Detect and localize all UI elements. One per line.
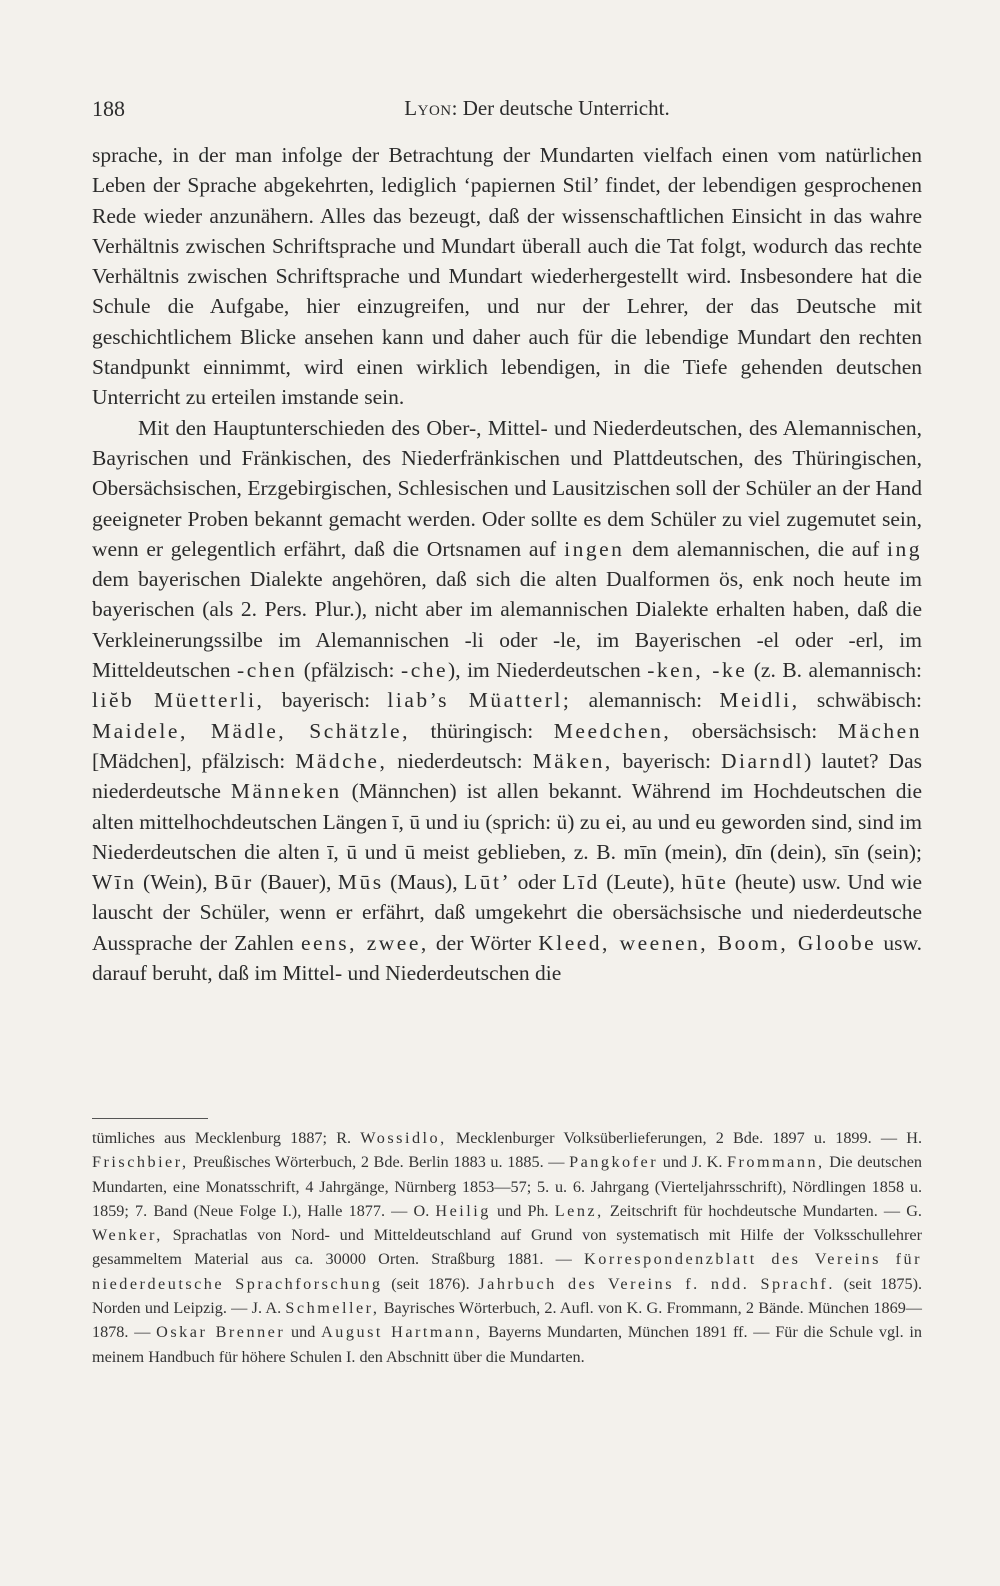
spaced-term: Diarndl xyxy=(720,748,805,773)
text-run: der Wörter xyxy=(428,930,539,955)
spaced-term: Mädche, xyxy=(295,748,388,773)
spaced-term: ingen xyxy=(564,536,625,561)
spaced-term: Frischbier, xyxy=(92,1153,189,1172)
spaced-term: Meidli, xyxy=(719,688,800,713)
text-run: und xyxy=(285,1323,322,1342)
spaced-term: Männeken xyxy=(230,779,342,804)
footnote-rule xyxy=(92,1118,208,1119)
spaced-term: Būr xyxy=(214,870,254,895)
text-run: (Maus), xyxy=(383,870,465,895)
text-run: tümliches aus Mecklenburg 1887; R. xyxy=(92,1129,361,1147)
paragraph-2 xyxy=(92,413,922,989)
spaced-term: -ken, -ke xyxy=(647,658,748,683)
spaced-term: Mächen xyxy=(837,718,922,743)
text-run: und J. K. xyxy=(658,1153,728,1172)
running-title-author: Lyon xyxy=(404,96,452,120)
spaced-term: August Hartmann, xyxy=(321,1323,483,1342)
spaced-term: Līd xyxy=(562,870,600,895)
spaced-term: Kleed, weenen, Boom, Gloobe xyxy=(538,930,877,955)
text-run: dem bayerischen Dialekte angehören, daß sich die alten Dualformen ös, enk noch heute im bayerischen (als 2. Pers. Plur.), nicht aber im alemannischen Dialekte erhalten haben, daß die Verkleinerungssilbe im Alemannischen -li oder -le, im Bayerischen -el oder -erl, im Mitteldeutschen xyxy=(92,567,922,683)
spaced-term: Lenz, xyxy=(554,1201,604,1220)
text-run: Bayerns Mundarten, München 1891 ff. — Für die Schule vgl. in meinem Handbuch für höhere Schulen I. den Abschnitt über die Mundarten. xyxy=(92,1323,923,1366)
spaced-term: ing xyxy=(887,536,922,561)
spaced-term: Meedchen, xyxy=(553,718,672,743)
text-run: (Wein), xyxy=(136,870,215,895)
text-run: Sprachatlas von Nord- und Mitteldeutschland auf Grund von systematisch mit Hilfe der Volksschullehrer gesammeltem Material aus ca. 30000 Orten. Straßburg 1881. — xyxy=(92,1226,922,1269)
spaced-term: -chen xyxy=(237,658,298,683)
text-run: obersächsisch: xyxy=(671,718,838,743)
text-run: dem alemannischen, die auf xyxy=(624,536,888,561)
footnote xyxy=(92,1126,922,1369)
spaced-term: Pangkofer xyxy=(569,1153,659,1172)
spaced-term: Oskar Brenner xyxy=(156,1323,286,1342)
spaced-term: liĕb Müetterli, xyxy=(92,688,265,713)
text-run: (Leute), xyxy=(599,870,682,895)
text-run: (Bauer), xyxy=(253,870,338,895)
text-run: Zeitschrift für hochdeutsche Mundarten. — G. xyxy=(603,1201,922,1220)
spaced-term: Jahrbuch des Vereins f. ndd. Sprachf. xyxy=(478,1274,835,1293)
text-run: (seit 1875). Norden und Leipzig. — J. A. xyxy=(92,1274,923,1318)
spaced-term: Frommann, xyxy=(727,1153,825,1172)
paragraph-1: sprache, in der man infolge der Betrachtung der Mundarten vielfach einen vom natürlichen Leben der Sprache abgekehrten, lediglich ‘papiernen Stil’ findet, der lebendigen gesprochenen Rede wieder anzunähern. Alles das bezeugt, daß der wissenschaftlichen Einsicht in das wahre Verhältnis zwischen Schriftsprache und Mundart überall auch die Tat folgt, wodurch das rechte Verhältnis zwischen Schriftsprache und Mundart wiederhergestellt wird. Insbesondere hat die Schule die Aufgabe, hier einzugreifen, und nur der Lehrer, der das Deutsche mit geschichtlichem Blicke ansehen kann und daher auch für die lebendige Mundart den rechten Standpunkt einnimmt, wird einen wirklich lebendigen, in die Tiefe gehenden deutschen Unterricht zu erteilen imstande sein. xyxy=(92,143,922,410)
text-run: thüringisch: xyxy=(409,718,554,743)
running-head xyxy=(92,96,922,126)
footnote-text xyxy=(92,1126,922,1369)
text-run: (pfälzisch: xyxy=(297,658,402,683)
spaced-term: Mūs xyxy=(337,870,384,895)
text-run: alemannisch: xyxy=(571,688,720,713)
spaced-term: Heilig xyxy=(435,1201,491,1220)
text-run: Die deutschen Mundarten, eine Monatsschrift, 4 Jahrgänge, Nürnberg 1853—57; 5. u. 6. Jahrgang (Vierteljahrsschrift), Nördlingen 1858 u. 1859; 7. Band (Neue Folge I.), Halle 1877. — O. xyxy=(92,1153,922,1220)
text-run: oder xyxy=(511,870,563,895)
running-title-text: : Der deutsche Unterricht. xyxy=(451,96,670,120)
text-run: ), im Niederdeutschen xyxy=(448,658,648,683)
text-run: bayerisch: xyxy=(612,748,721,773)
text-run: Mit den Hauptunterschieden des Ober-, Mittel- und Niederdeutschen, des Alemannischen, Bayrischen und Fränkischen, des Niederfränkischen und Plattdeutschen, des Thüringischen, Obersächsischen, Erzgebirgischen, Schlesischen und Lausitzischen soll der Schüler an der Hand geeigneter Proben bekannt gemacht werden. Oder sollte es dem Schüler zu viel zugemutet sein, wenn er gelegentlich erfährt, daß die Ortsnamen auf xyxy=(92,415,922,561)
text-run: schwäbisch: xyxy=(799,688,923,713)
running-title xyxy=(92,96,922,121)
text-run: (heute) usw. Und wie lauscht der Schüler, wenn er erfährt, daß umgekehrt die obersächsische und niederdeutsche Aussprache der Zahlen xyxy=(92,870,922,955)
text-run: ) lautet? Das niederdeutsche xyxy=(92,748,922,804)
text-run: bayerisch: xyxy=(264,688,388,713)
spaced-term: Korrespondenzblatt des Vereins für niederdeutsche Sprachforschung xyxy=(92,1250,922,1293)
main-text xyxy=(92,140,922,988)
spaced-term: Lūt’ xyxy=(464,870,512,895)
spaced-term: Mäken, xyxy=(532,748,613,773)
text-run: (z. B. alemannisch: xyxy=(747,658,922,683)
spaced-term: -che xyxy=(401,658,449,683)
spaced-term: Wenker, xyxy=(92,1226,163,1245)
text-run: usw. darauf beruht, daß im Mittel- und Niederdeutschen die xyxy=(92,930,922,986)
text-run: [Mädchen], pfälzisch: xyxy=(92,748,296,773)
spaced-term: Wossidlo, xyxy=(360,1129,447,1147)
spaced-term: hūte xyxy=(681,870,729,895)
text-run: Preußisches Wörterbuch, 2 Bde. Berlin 1883 u. 1885. — xyxy=(188,1153,570,1172)
spaced-term: eens, zwee, xyxy=(300,930,429,955)
text-run: niederdeutsch: xyxy=(387,748,533,773)
text-run: Bayrisches Wörterbuch, 2. Aufl. von K. G. Frommann, 2 Bände. München 1869—1878. — xyxy=(92,1299,922,1342)
text-run: (Männchen) ist allen bekannt. Während im Hochdeutschen die alten mittelhochdeutschen Längen ī, ū und iu (sprich: ü) zu ei, au und eu geworden sind, sind im Niederdeutschen die alten ī, ū und ū meist geblieben, z. B. mīn (mein), dīn (dein), sīn (sein); xyxy=(92,779,922,864)
text-run: (seit 1876). xyxy=(382,1274,479,1293)
text-run: und Ph. xyxy=(490,1201,555,1220)
spaced-term: Schmeller, xyxy=(285,1299,380,1318)
spaced-term: Maidele, Mädle, Schätzle, xyxy=(92,718,410,743)
spaced-term: Wīn xyxy=(92,870,137,895)
spaced-term: liab’s Müatterl; xyxy=(387,688,572,713)
text-run: Mecklenburger Volksüberlieferungen, 2 Bde. 1897 u. 1899. — H. xyxy=(446,1129,922,1147)
page-number: 188 xyxy=(92,96,125,121)
